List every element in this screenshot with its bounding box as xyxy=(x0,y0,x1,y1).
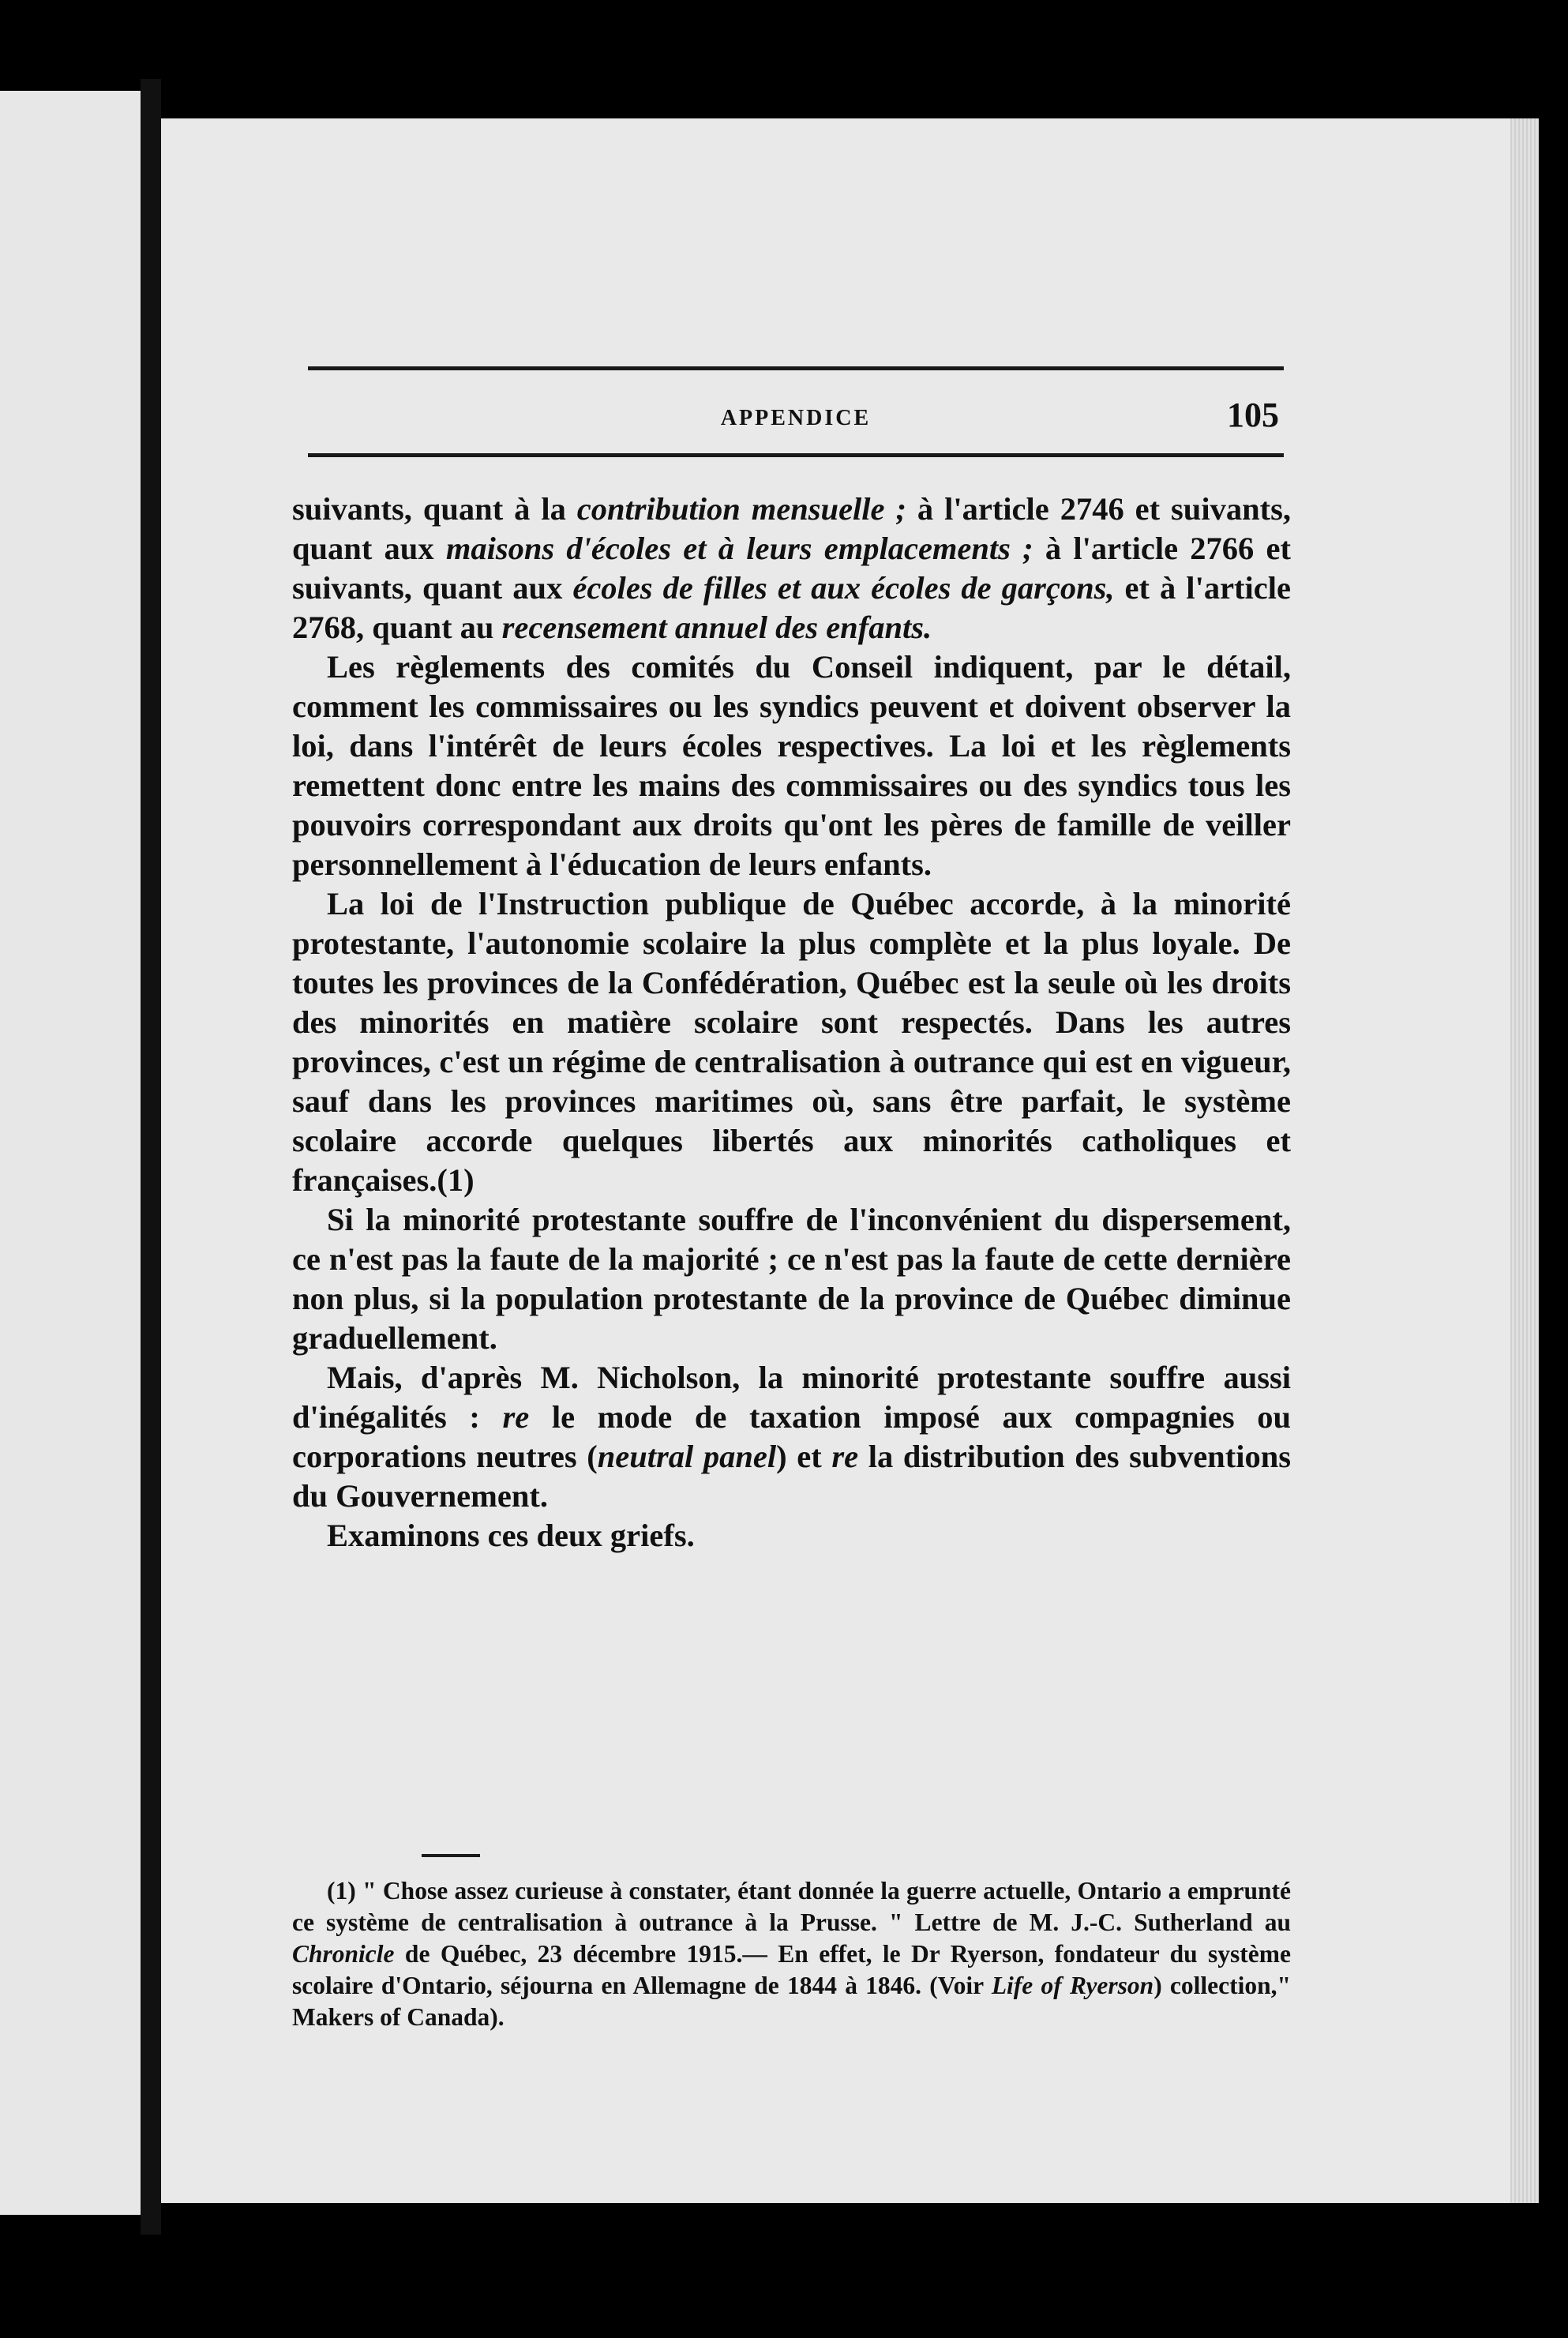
footnote-1 xyxy=(292,1875,1291,2033)
text-run: Les règlements des comités du Conseil indiquent, par le détail, comment les commissaires ou les syndics peuvent et doivent observer la loi, dans l'intérêt de leurs écoles respectives. La loi et les règlements remettent donc entre les mains des commissaires ou des syndics tous les pouvoirs correspondant aux droits qu'ont les pères de famille de veiller personnellement à l'éducation de leurs enfants. xyxy=(292,649,1291,882)
page-edge-stack xyxy=(1510,118,1539,2203)
running-head xyxy=(308,395,1284,442)
text-run: suivants, quant à la xyxy=(292,491,577,527)
body-text xyxy=(292,490,1291,1556)
running-title: APPENDICE xyxy=(720,406,872,430)
italic-text-run: re xyxy=(831,1439,859,1474)
facing-page-edge xyxy=(0,91,141,2215)
italic-text-run: écoles de filles et aux écoles de garçons, xyxy=(572,570,1115,606)
text-run: Examinons ces deux griefs. xyxy=(327,1518,695,1553)
italic-text-run: neutral panel xyxy=(597,1439,777,1474)
text-run: et à l'article 2768, quant au xyxy=(292,570,1291,645)
paragraph-4 xyxy=(292,1200,1291,1358)
paragraph-1 xyxy=(292,490,1291,647)
header-rule-top xyxy=(308,366,1284,370)
italic-text-run: Chronicle xyxy=(292,1940,395,1968)
paragraph-6 xyxy=(292,1516,1291,1556)
header-rule-bottom xyxy=(308,453,1284,457)
text-run: à l'article 2766 et suivants, quant aux xyxy=(292,531,1291,606)
italic-text-run: maisons d'écoles et à leurs emplacements ; xyxy=(445,531,1033,566)
italic-text-run: recensement annuel des enfants. xyxy=(501,610,932,645)
page-number: 105 xyxy=(1227,396,1279,434)
book-gutter xyxy=(141,79,161,2235)
paragraph-5 xyxy=(292,1358,1291,1516)
footnote-separator xyxy=(422,1854,480,1857)
text-run: La loi de l'Instruction publique de Québec accorde, à la minorité protestante, l'autonomie scolaire la plus complète et la plus loyale. De toutes les provinces de la Confédération, Québec est la seule où les droits des minorités en matière scolaire sont respectés. Dans les autres provinces, c'est un régime de centralisation à outrance qui est en vigueur, sauf dans les provinces maritimes où, sans être parfait, le système scolaire accorde quelques libertés aux minorités catholiques et françaises.(1) xyxy=(292,886,1291,1198)
paragraph-2 xyxy=(292,647,1291,884)
italic-text-run: Life of Ryerson xyxy=(991,1972,1154,1999)
text-run: Si la minorité protestante souffre de l'inconvénient du dispersement, ce n'est pas la faute de la majorité ; ce n'est pas la faute de cette dernière non plus, si la population protestante de la province de Québec diminue graduellement. xyxy=(292,1202,1291,1356)
italic-text-run: re xyxy=(502,1399,530,1435)
italic-text-run: contribution mensuelle ; xyxy=(576,491,906,527)
text-run: ) et xyxy=(776,1439,832,1474)
text-run: de Québec, 23 décembre 1915.— En effet, le Dr Ryerson, fondateur du système scolaire d'Ontario, séjourna en Allemagne de 1844 à 1846. (Voir xyxy=(292,1940,1291,1999)
text-run: ) collection," Makers of Canada). xyxy=(292,1972,1291,2031)
book-page xyxy=(161,118,1539,2203)
text-run: le mode de taxation imposé aux compagnies ou corporations neutres ( xyxy=(292,1399,1292,1474)
text-run: à l'article 2746 et suivants, quant aux xyxy=(292,491,1291,566)
text-run: (1) " Chose assez curieuse à constater, étant donnée la guerre actuelle, Ontario a emprunté ce système de centralisation à outrance à la Prusse. " Lettre de M. J.-C. Sutherland au xyxy=(292,1877,1291,1936)
text-run: Mais, d'après M. Nicholson, la minorité protestante souffre aussi d'inégalités : xyxy=(292,1360,1291,1435)
paragraph-3 xyxy=(292,884,1291,1200)
text-run: la distribution des subventions du Gouvernement. xyxy=(292,1439,1291,1514)
